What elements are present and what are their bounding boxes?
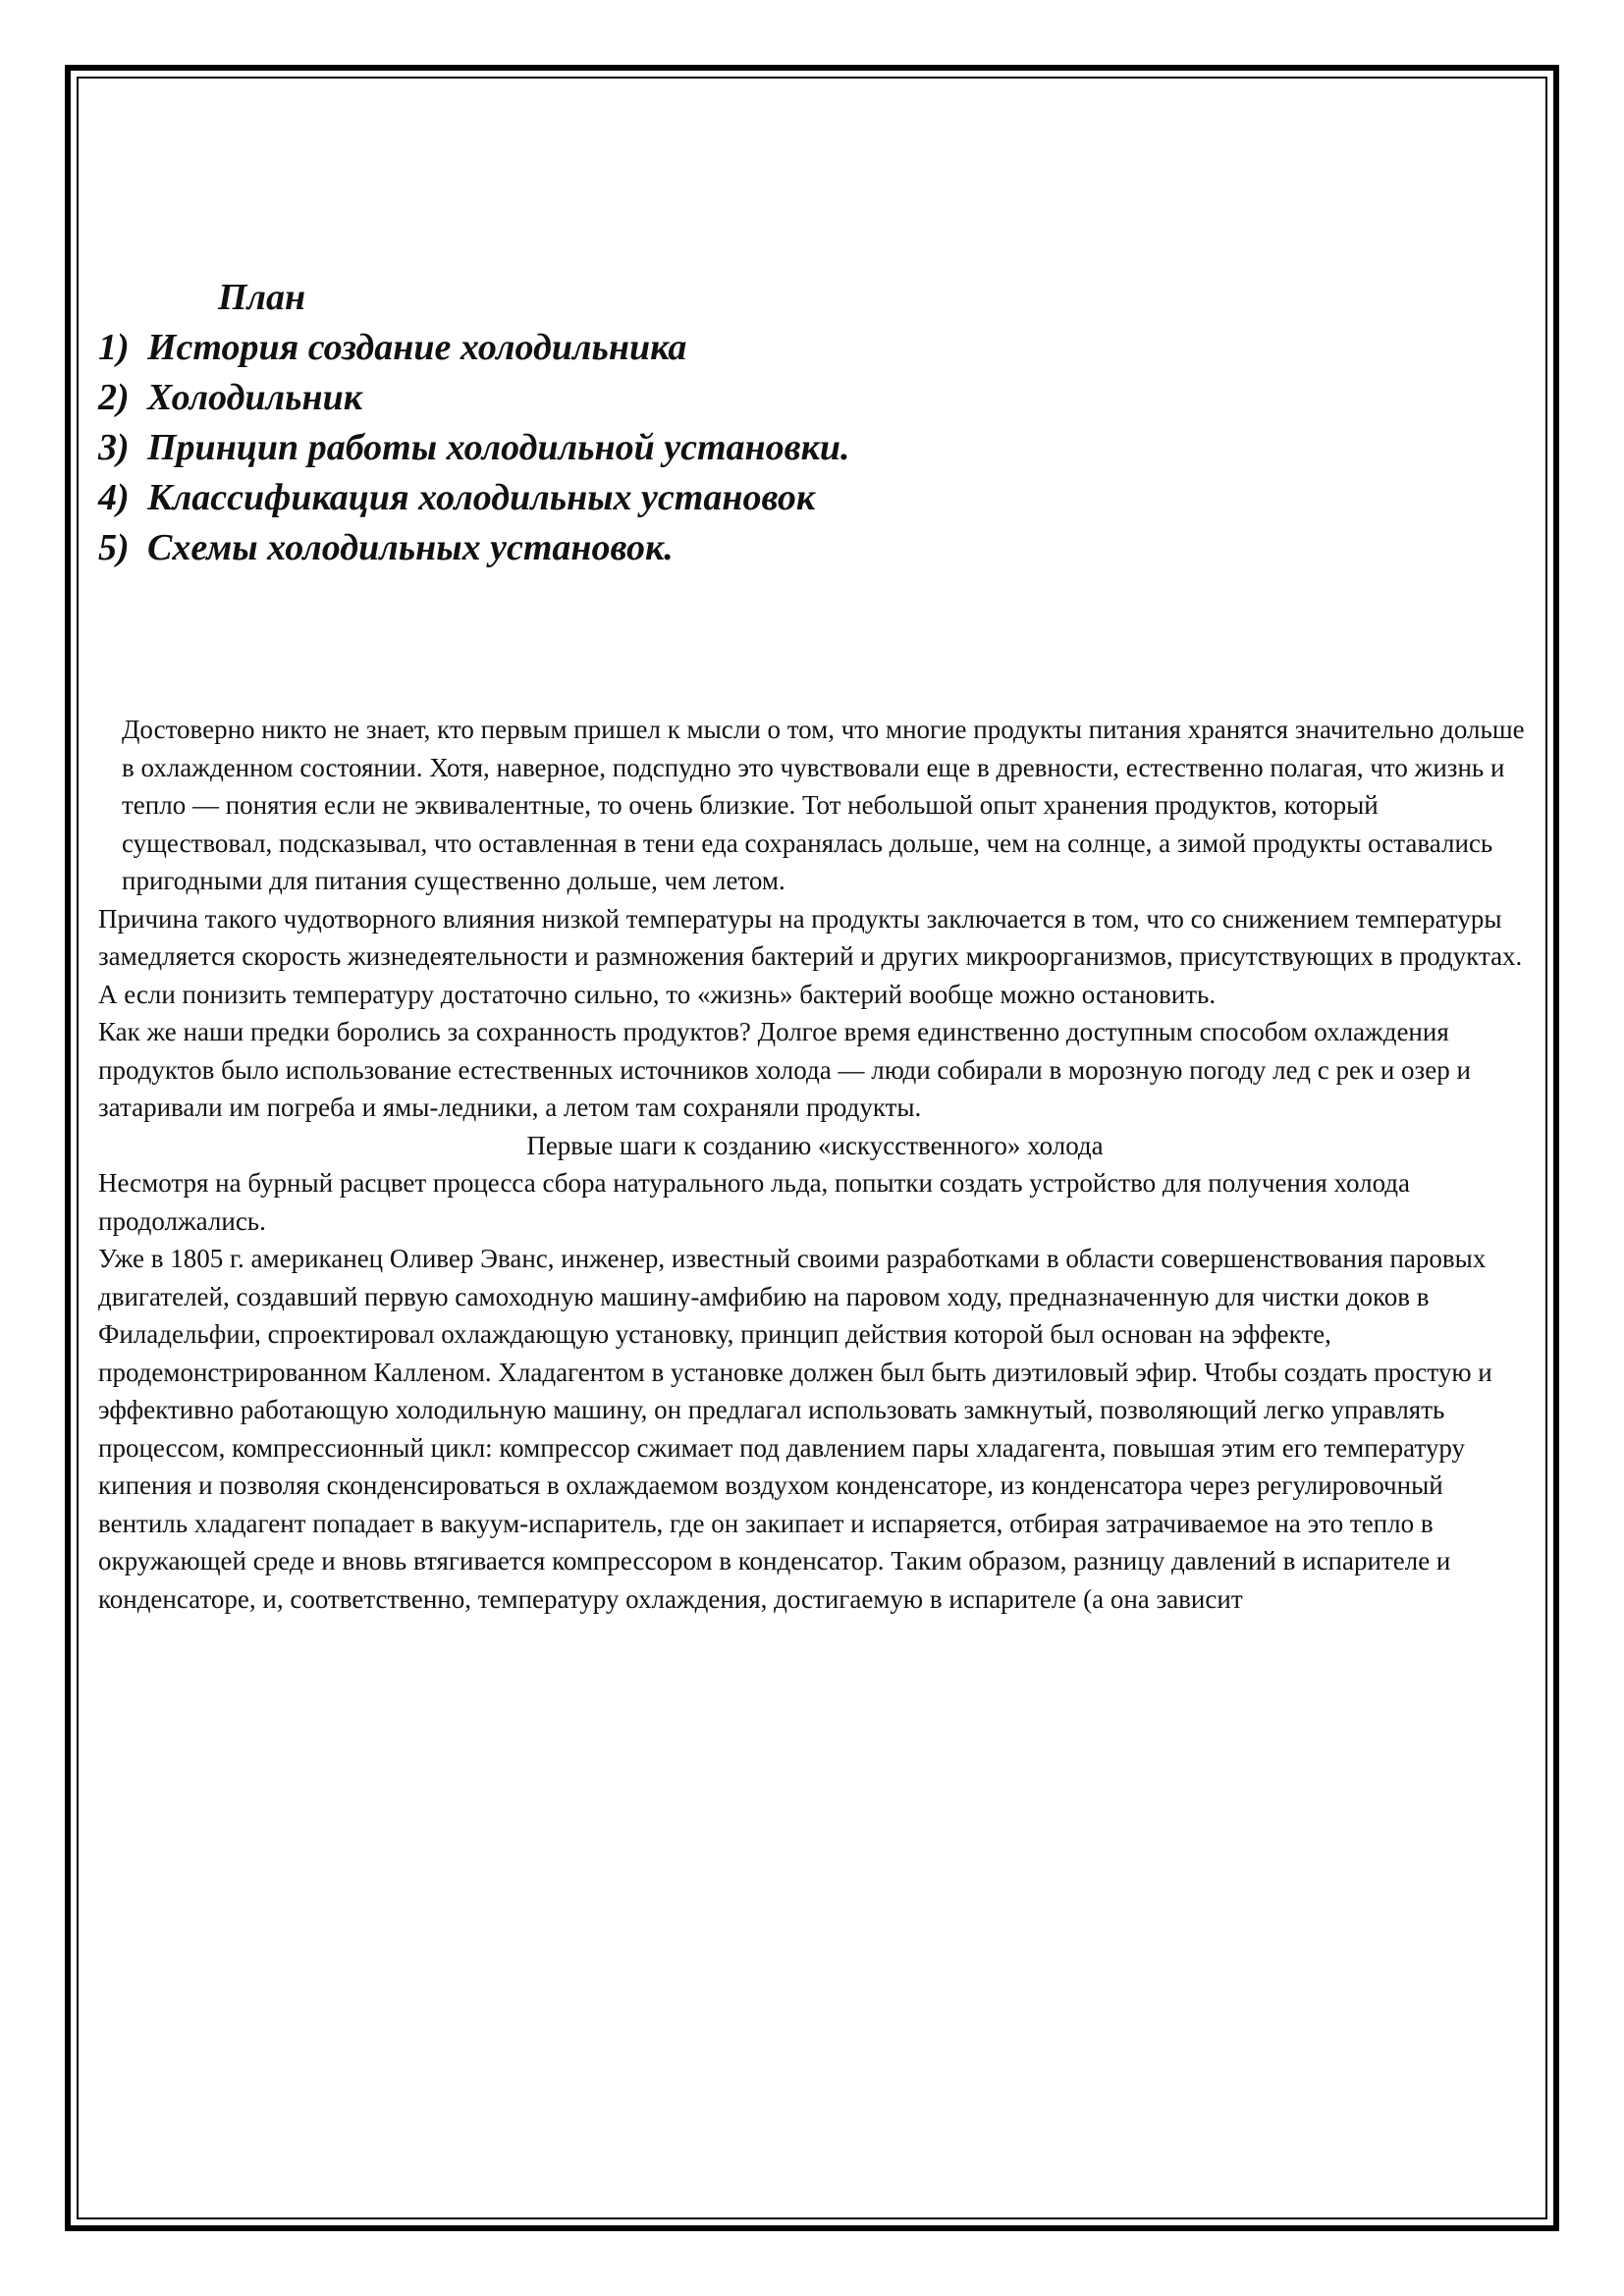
- paragraph-reason: Причина такого чудотворного влияния низкой температуры на продукты заключается в том, что со снижением температуры замедляется скорость жизнедеятельности и размножения бактерий и других микроорганизмов, присутствующих в продуктах. А если понизить температуру достаточно сильно, то «жизнь» бактерий вообще можно остановить.: [98, 903, 1523, 1009]
- plan-item: [98, 423, 1532, 473]
- plan-item-text: Принцип работы холодильной установки.: [147, 427, 850, 468]
- plan-title: План: [218, 277, 306, 318]
- plan-list: [98, 323, 1532, 573]
- plan-item-text: Холодильник: [147, 377, 362, 418]
- plan-item: [98, 523, 1532, 573]
- plan-item-text: История создание холодильника: [147, 327, 687, 368]
- plan-item-number: 2): [98, 377, 130, 418]
- paragraph-intro: Достоверно никто не знает, кто первым пришел к мысли о том, что многие продукты питания хранятся значительно дольше в охлажденном состоянии. Хотя, наверное, подспудно это чувствовали еще в древности, естественно полагая, что жизнь и тепло — понятия если не эквивалентные, то очень близкие. Тот небольшой опыт хранения продуктов, который существовал, подсказывал, что оставленная в тени еда сохранялась дольше, чем на солнце, а зимой продукты оставались пригодными для питания существенно дольше, чем летом.: [122, 715, 1525, 895]
- plan-item-number: 1): [98, 327, 130, 368]
- plan-item: [98, 323, 1532, 373]
- plan-item-number: 4): [98, 477, 130, 518]
- section-heading: Первые шаги к созданию «искусственного» холода: [526, 1130, 1104, 1160]
- plan-item: [98, 473, 1532, 523]
- paragraph-natural-ice: Несмотря на бурный расцвет процесса сбора натурального льда, попытки создать устройство для получения холода продолжались.: [98, 1168, 1411, 1236]
- plan-section: [98, 273, 1532, 573]
- document-content: [98, 273, 1532, 1618]
- paragraph-evans: Уже в 1805 г. американец Оливер Эванс, инженер, известный своими разработками в области совершенствования паровых двигателей, создавший первую самоходную машину-амфибию на паровом ходу, предназначенную для чистки доков в Филадельфии, спроектировал охлаждающую установку, принцип действия которой был основан на эффекте, продемонстрированном Калленом. Хладагентом в установке должен был быть диэтиловый эфир. Чтобы создать простую и эффективно работающую холодильную машину, он предлагал использовать замкнутый, позволяющий легко управлять процессом, компрессионный цикл: компрессор сжимает под давлением пары хладагента, повышая этим его температуру кипения и позволяя сконденсироваться в охлаждаемом воздухом конденсаторе, из конденсатора через регулировочный вентиль хладагент попадает в вакуум-испаритель, где он закипает и испаряется, отбирая затрачиваемое на это тепло в окружающей среде и вновь втягивается компрессором в конденсатор. Таким образом, разницу давлений в испарителе и конденсаторе, и, соответственно, температуру охлаждения, достигаемую в испарителе (а она зависит: [98, 1244, 1492, 1614]
- body-text: [98, 711, 1532, 1618]
- plan-item: [98, 373, 1532, 423]
- plan-item-number: 5): [98, 527, 130, 568]
- plan-item-number: 3): [98, 427, 130, 468]
- paragraph-ancestors: Как же наши предки боролись за сохранность продуктов? Долгое время единственно доступным способом охлаждения продуктов было использование естественных источников холода — люди собирали в морозную погоду лед с рек и озер и затаривали им погреба и ямы-ледники, а летом там сохраняли продукты.: [98, 1017, 1471, 1122]
- plan-item-text: Схемы холодильных установок.: [147, 527, 674, 568]
- plan-item-text: Классификация холодильных установок: [147, 477, 816, 518]
